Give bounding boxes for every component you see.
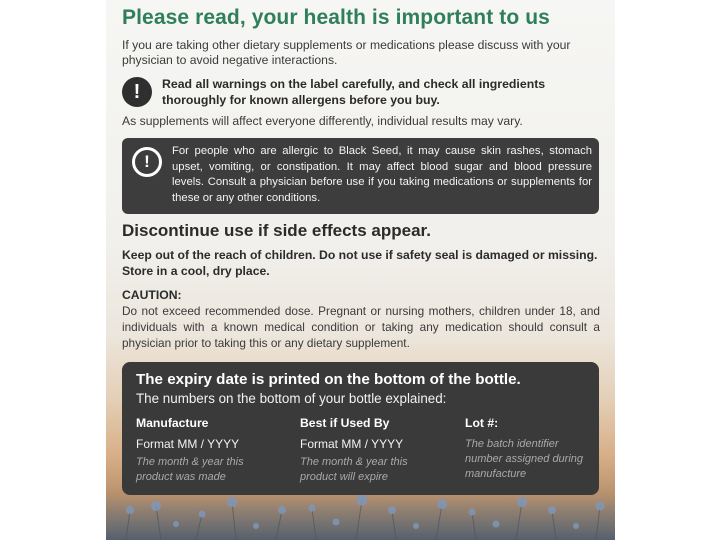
column-heading: Best if Used By [300,416,390,430]
info-panel [106,0,615,540]
caution-label: CAUTION: [122,288,182,302]
allergy-text: For people who are allergic to Black Seed, it may cause skin rashes, stomach upset, vomiting, or constipation. It may affect blood sugar and blood pressure levels. Consult a physician before use if you taking medications or supplements for these or any other conditions. [172,145,592,204]
column-heading: Manufacture [136,416,209,430]
caution-text: Do not exceed recommended dose. Pregnant or nursing mothers, children under 18, and individuals with a known medical condition or taking any medication should consult a physician prior to taking this or any dietary supplement. [122,304,600,350]
column-heading: Lot #: [465,416,499,430]
results-vary-note: As supplements will affect everyone differently, individual results may vary. [122,114,523,128]
discontinue-heading: Discontinue use if side effects appear. [122,221,431,240]
column-description: The batch identifier number assigned during manufacture [465,438,584,480]
expiry-title: The expiry date is printed on the bottom of the bottle. [136,371,521,388]
exclamation-icon: ! [122,77,152,107]
column-format: Format MM / YYYY [300,437,404,451]
best-if-used-by-column [300,416,460,485]
column-description: The month & year this product was made [136,456,244,483]
expiry-subtitle: The numbers on the bottom of your bottle explained: [136,391,447,406]
exclamation-circle-icon: ! [132,147,162,177]
manufacture-column [136,416,296,485]
page-title: Please read, your health is important to us [122,6,550,29]
allergy-warning-box [122,138,599,214]
label-warning [122,75,602,111]
warning-text: Read all warnings on the label carefully, and check all ingredients thoroughly for known allergens before you buy. [162,77,546,107]
lot-number-column [465,416,615,482]
column-format: Format MM / YYYY [136,437,240,451]
intro-text: If you are taking other dietary supplements or medications please discuss with your physician to avoid negative interactions. [122,38,571,67]
expiry-info-box [122,362,599,495]
column-description: The month & year this product will expire [300,456,408,483]
children-safety-note: Keep out of the reach of children. Do not use if safety seal is damaged or missing. Store in a cool, dry place. [122,248,598,278]
